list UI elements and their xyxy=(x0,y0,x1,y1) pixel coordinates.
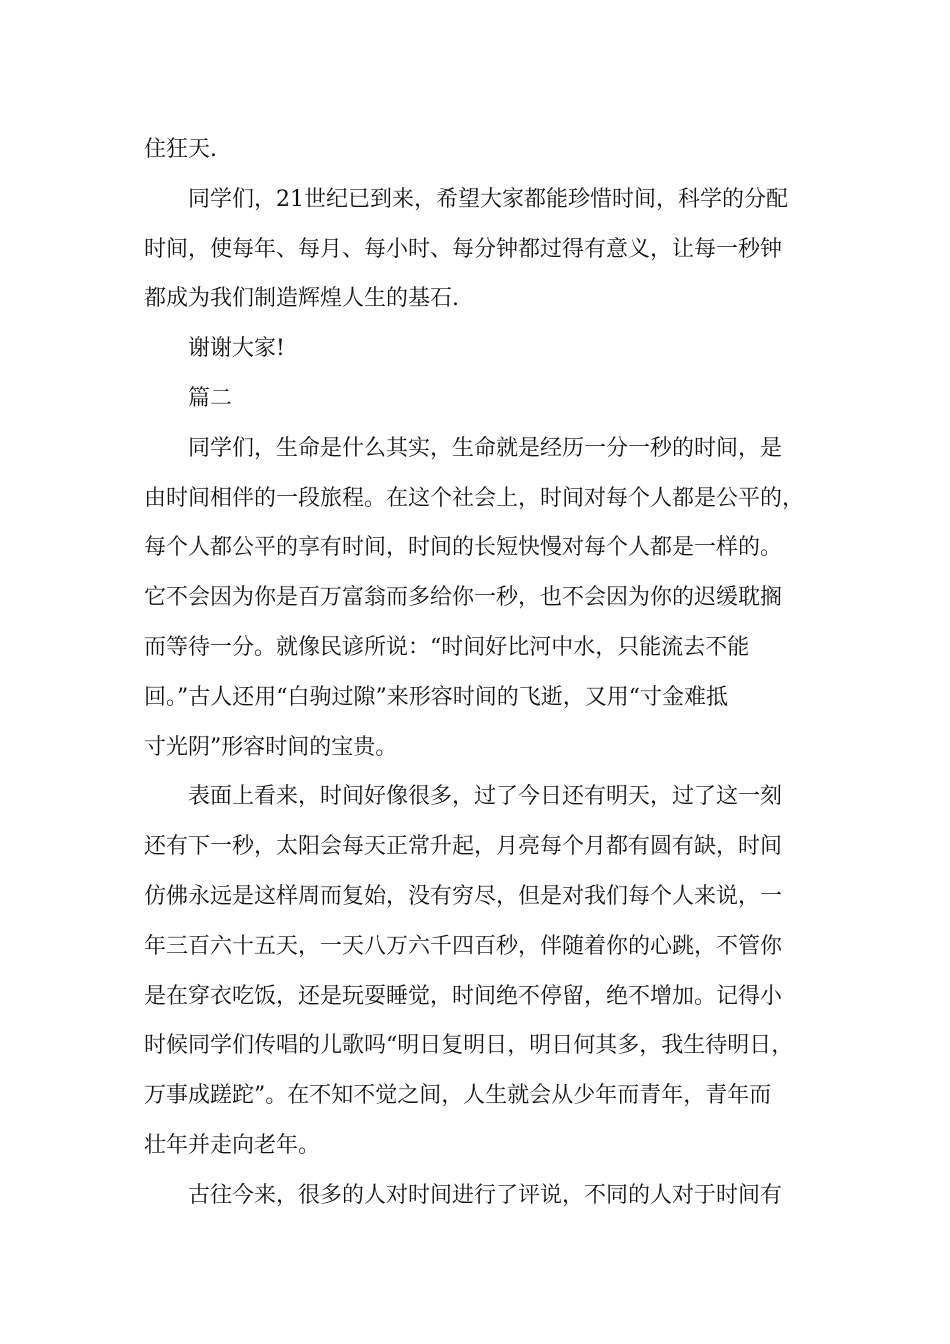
text-line: 仿佛永远是这样周而复始，没有穷尽，但是对我们每个人来说，一 xyxy=(144,883,783,909)
text-line: 古往今来，很多的人对时间进行了评说，不同的人对于时间有 xyxy=(188,1182,783,1208)
text-line: 每个人都公平的享有时间，时间的长短快慢对每个人都是一样的。 xyxy=(144,535,783,561)
text-line: 谢谢大家! xyxy=(188,336,285,362)
text-line: 都成为我们制造辉煌人生的基石. xyxy=(144,286,459,312)
text-line: 回。”古人还用“白驹过隙”来形容时间的飞逝，又用“寸金难抵 xyxy=(144,684,728,710)
body-text xyxy=(144,125,808,1221)
text-line: 万事成蹉跎”。在不知不觉之间，人生就会从少年而青年，青年而 xyxy=(144,1083,772,1109)
text-line: 它不会因为你是百万富翁而多给你一秒，也不会因为你的迟缓耽搁 xyxy=(144,585,783,611)
text-line: 住狂天. xyxy=(144,137,217,162)
text-line: 表面上看来，时间好像很多，过了今日还有明天，过了这一刻 xyxy=(188,784,783,810)
text-line: 寸光阴”形容时间的宝贵。 xyxy=(144,734,398,760)
text-line: 时间，使每年、每月、每小时、每分钟都过得有意义，让每一秒钟 xyxy=(144,236,783,262)
text-line: 时候同学们传唱的儿歌吗“明日复明日，明日何其多，我生待明日， xyxy=(144,1033,794,1059)
section-heading: 篇二 xyxy=(188,385,233,411)
text-line: 还有下一秒，太阳会每天正常升起，月亮每个月都有圆有缺，时间 xyxy=(144,834,783,860)
text-line: 壮年并走向老年。 xyxy=(144,1132,321,1158)
text-line: 同学们，生命是什么其实，生命就是经历一分一秒的时间，是 xyxy=(188,435,783,461)
text-line: 年三百六十五天，一天八万六千四百秒，伴随着你的心跳，不管你 xyxy=(144,933,783,959)
text-line: 是在穿衣吃饭，还是玩耍睡觉，时间绝不停留，绝不增加。记得小 xyxy=(144,983,783,1009)
text-line: 由时间相伴的一段旅程。在这个社会上，时间对每个人都是公平的， xyxy=(144,485,805,511)
text-line: 同学们，21世纪已到来，希望大家都能珍惜时间，科学的分配 xyxy=(188,186,788,212)
text-line: 而等待一分。就像民谚所说：“时间好比河中水，只能流去不能 xyxy=(144,634,750,660)
